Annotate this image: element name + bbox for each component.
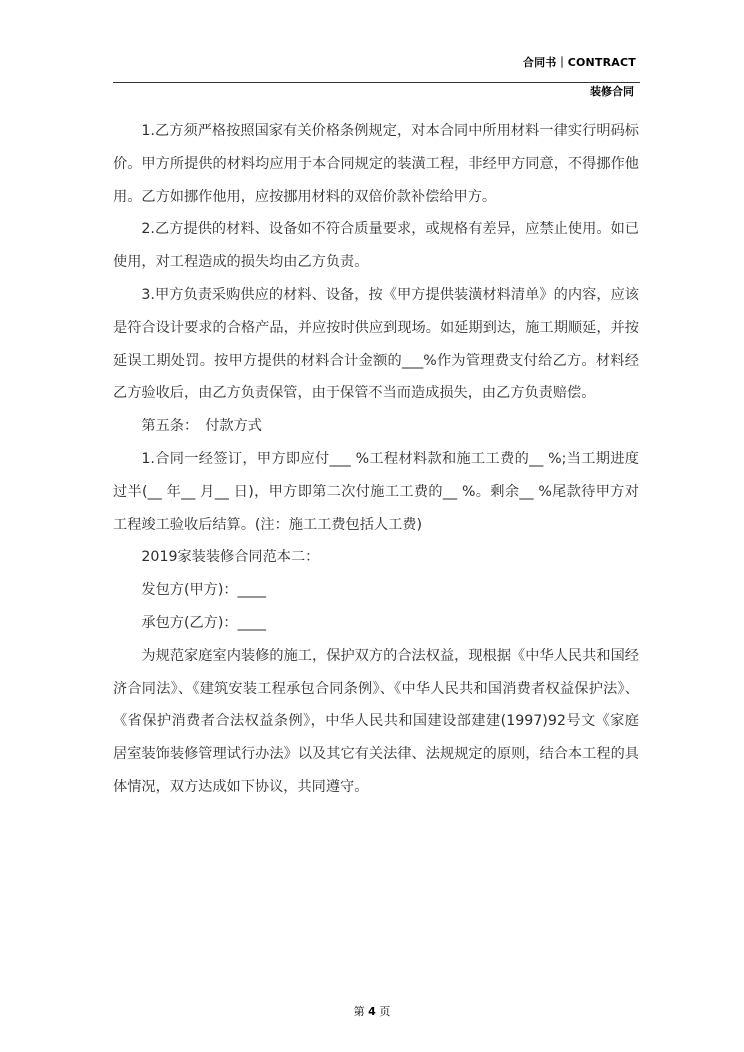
header-subtitle: 装修合同 xyxy=(590,85,634,98)
document-body xyxy=(113,115,639,804)
paragraph-clause-3: 3.甲方负责采购供应的材料、设备，按《甲方提供装潢材料清单》的内容，应该是符合设计要求的合格产品，并应按时供应到现场。如延期到达，施工期顺延，并按延误工期处罚。按甲方提供的材料合计金额的___%作为管理费支付给乙方。材料经乙方验收后，由乙方负责保管，由于保管不当而造成损失，由乙方负责赔偿。 xyxy=(113,286,639,402)
paragraph-clause-1: 1.乙方须严格按照国家有关价格条例规定，对本合同中所用材料一律实行明码标价。甲方所提供的材料均应用于本合同规定的装潢工程，非经甲方同意，不得挪作他用。乙方如挪作他用，应按挪用材料的双倍价款补偿给甲方。 xyxy=(113,123,639,205)
page-footer xyxy=(0,1003,744,1019)
paragraph-party-b: 承包方(乙方)：____ xyxy=(141,614,266,631)
paragraph-payment-1: 1.合同一经签订，甲方即应付___ %工程材料款和施工工费的__ %;当工期进度过半(__ 年__ 月__ 日)，甲方即第二次付施工工费的__ %。剩余__ %尾款待甲方对工程竣工验收后结算。(注：施工工费包括人工费) xyxy=(113,450,639,533)
footer-suffix: 页 xyxy=(379,1005,391,1018)
header-title: 合同书｜CONTRACT xyxy=(522,56,636,69)
page-number: 4 xyxy=(368,1005,376,1018)
page-header xyxy=(113,52,640,83)
paragraph-preamble: 为规范家庭室内装修的施工，保护双方的合法权益，现根据《中华人民共和国经济合同法》、《建筑安装工程承包合同条例》、《中华人民共和国消费者权益保护法》、《省保护消费者合法权益条例》，中华人民共和国建设部建建(1997)92号文《家庭居室装饰装修管理试行办法》以及其它有关法律、法规规定的原则，结合本工程的具体情况，双方达成如下协议，共同遵守。 xyxy=(113,647,639,795)
footer-prefix: 第 xyxy=(353,1005,365,1018)
paragraph-party-a: 发包方(甲方)：____ xyxy=(141,582,266,599)
section-heading-payment: 第五条： 付款方式 xyxy=(141,418,262,435)
paragraph-clause-2: 2.乙方提供的材料、设备如不符合质量要求，或规格有差异，应禁止使用。如已使用，对工程造成的损失均由乙方负责。 xyxy=(113,221,639,271)
paragraph-template-title: 2019家装装修合同范本二： xyxy=(141,549,320,566)
